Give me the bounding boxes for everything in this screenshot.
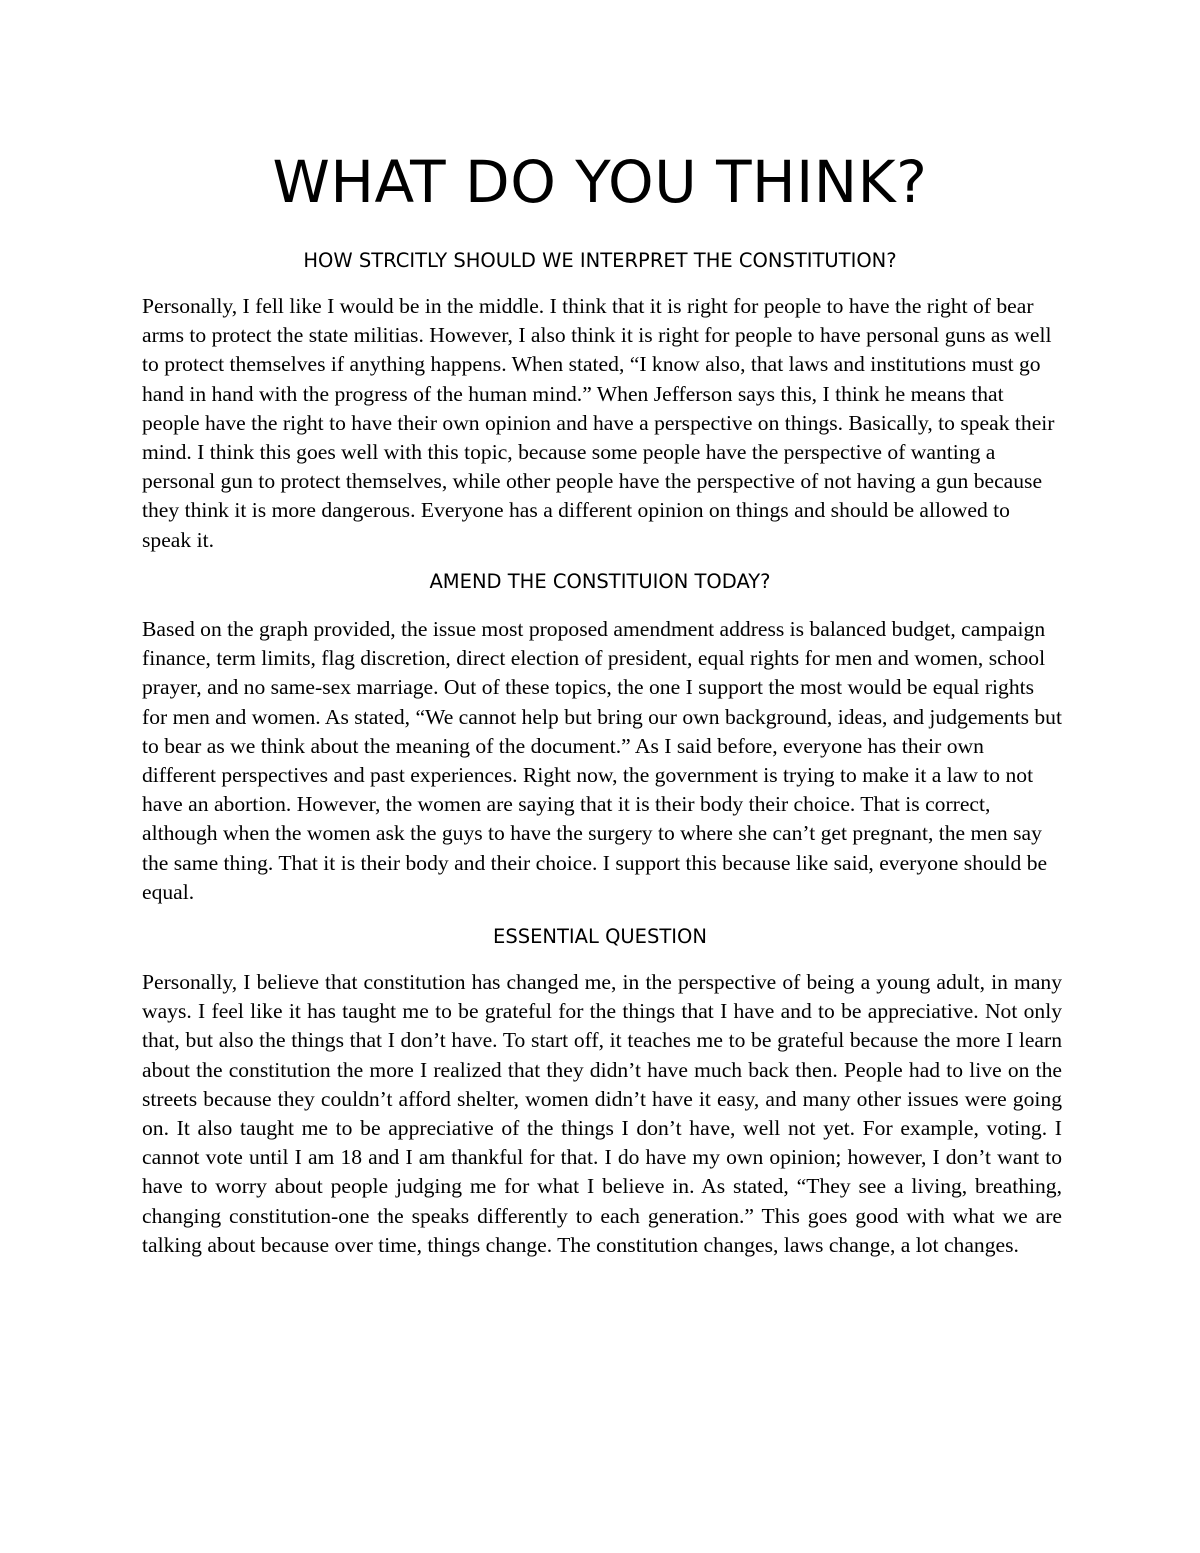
section-body-essential-question: Personally, I believe that constitution has changed me, in the perspective of being a young adult, in many ways. I feel like it has taught me to be grateful for the things that I have and to be appreciative. Not only that, but also the things that I don’t have. To start off, it teaches me to be grateful because the more I learn about the constitution the more I realized that they didn’t have much back then. People had to live on the streets because they couldn’t afford shelter, women didn’t have it easy, and many other issues were going on. It also taught me to be appreciative of the things I don’t have, well not yet. For example, voting. I cannot vote until I am 18 and I am thankful for that. I do have my own opinion; however, I don’t want to have to worry about people judging me for what I believe in. As stated, “They see a living, breathing, changing constitution-one the speaks differently to each generation.” This goes good with what we are talking about because over time, things change. The constitution changes, laws change, a lot changes. [142,970,1062,1257]
section-body-interpret: Personally, I fell like I would be in the middle. I think that it is right for people to have the right of bear arms to protect the state militias. However, I also think it is right for people to have personal guns as well to protect themselves if anything happens. When stated, “I know also, that laws and institutions must go hand in hand with the progress of the human mind.” When Jefferson says this, I think he means that people have the right to have their own opinion and have a perspective on things. Basically, to speak their mind. I think this goes well with this topic, because some people have the perspective of wanting a personal gun to protect themselves, while other people have the perspective of not having a gun because they think it is more dangerous. Everyone has a different opinion on things and should be allowed to speak it. [142,294,1055,552]
section-heading-interpret: HOW STRCITLY SHOULD WE INTERPRET THE CONSTITUTION? [303,249,897,272]
section-heading-amend: AMEND THE CONSTITUION TODAY? [429,570,771,593]
section-heading-essential-question: ESSENTIAL QUESTION [493,925,707,948]
section-body-amend: Based on the graph provided, the issue most proposed amendment address is balanced budget, campaign finance, term limits, flag discretion, direct election of president, equal rights for men and women, school prayer, and no same-sex marriage. Out of these topics, the one I support the most would be equal rights for men and women. As stated, “We cannot help but bring our own background, ideas, and judgements but to bear as we think about the meaning of the document.” As I said before, everyone has their own different perspectives and past experiences. Right now, the government is trying to make it a law to not have an abortion. However, the women are saying that it is their body their choice. That is correct, although when the women ask the guys to have the surgery to where she can’t get pregnant, the men say the same thing. That it is their body and their choice. I support this because like said, everyone should be equal. [142,617,1062,904]
document-title: WHAT DO YOU THINK? [272,148,928,216]
